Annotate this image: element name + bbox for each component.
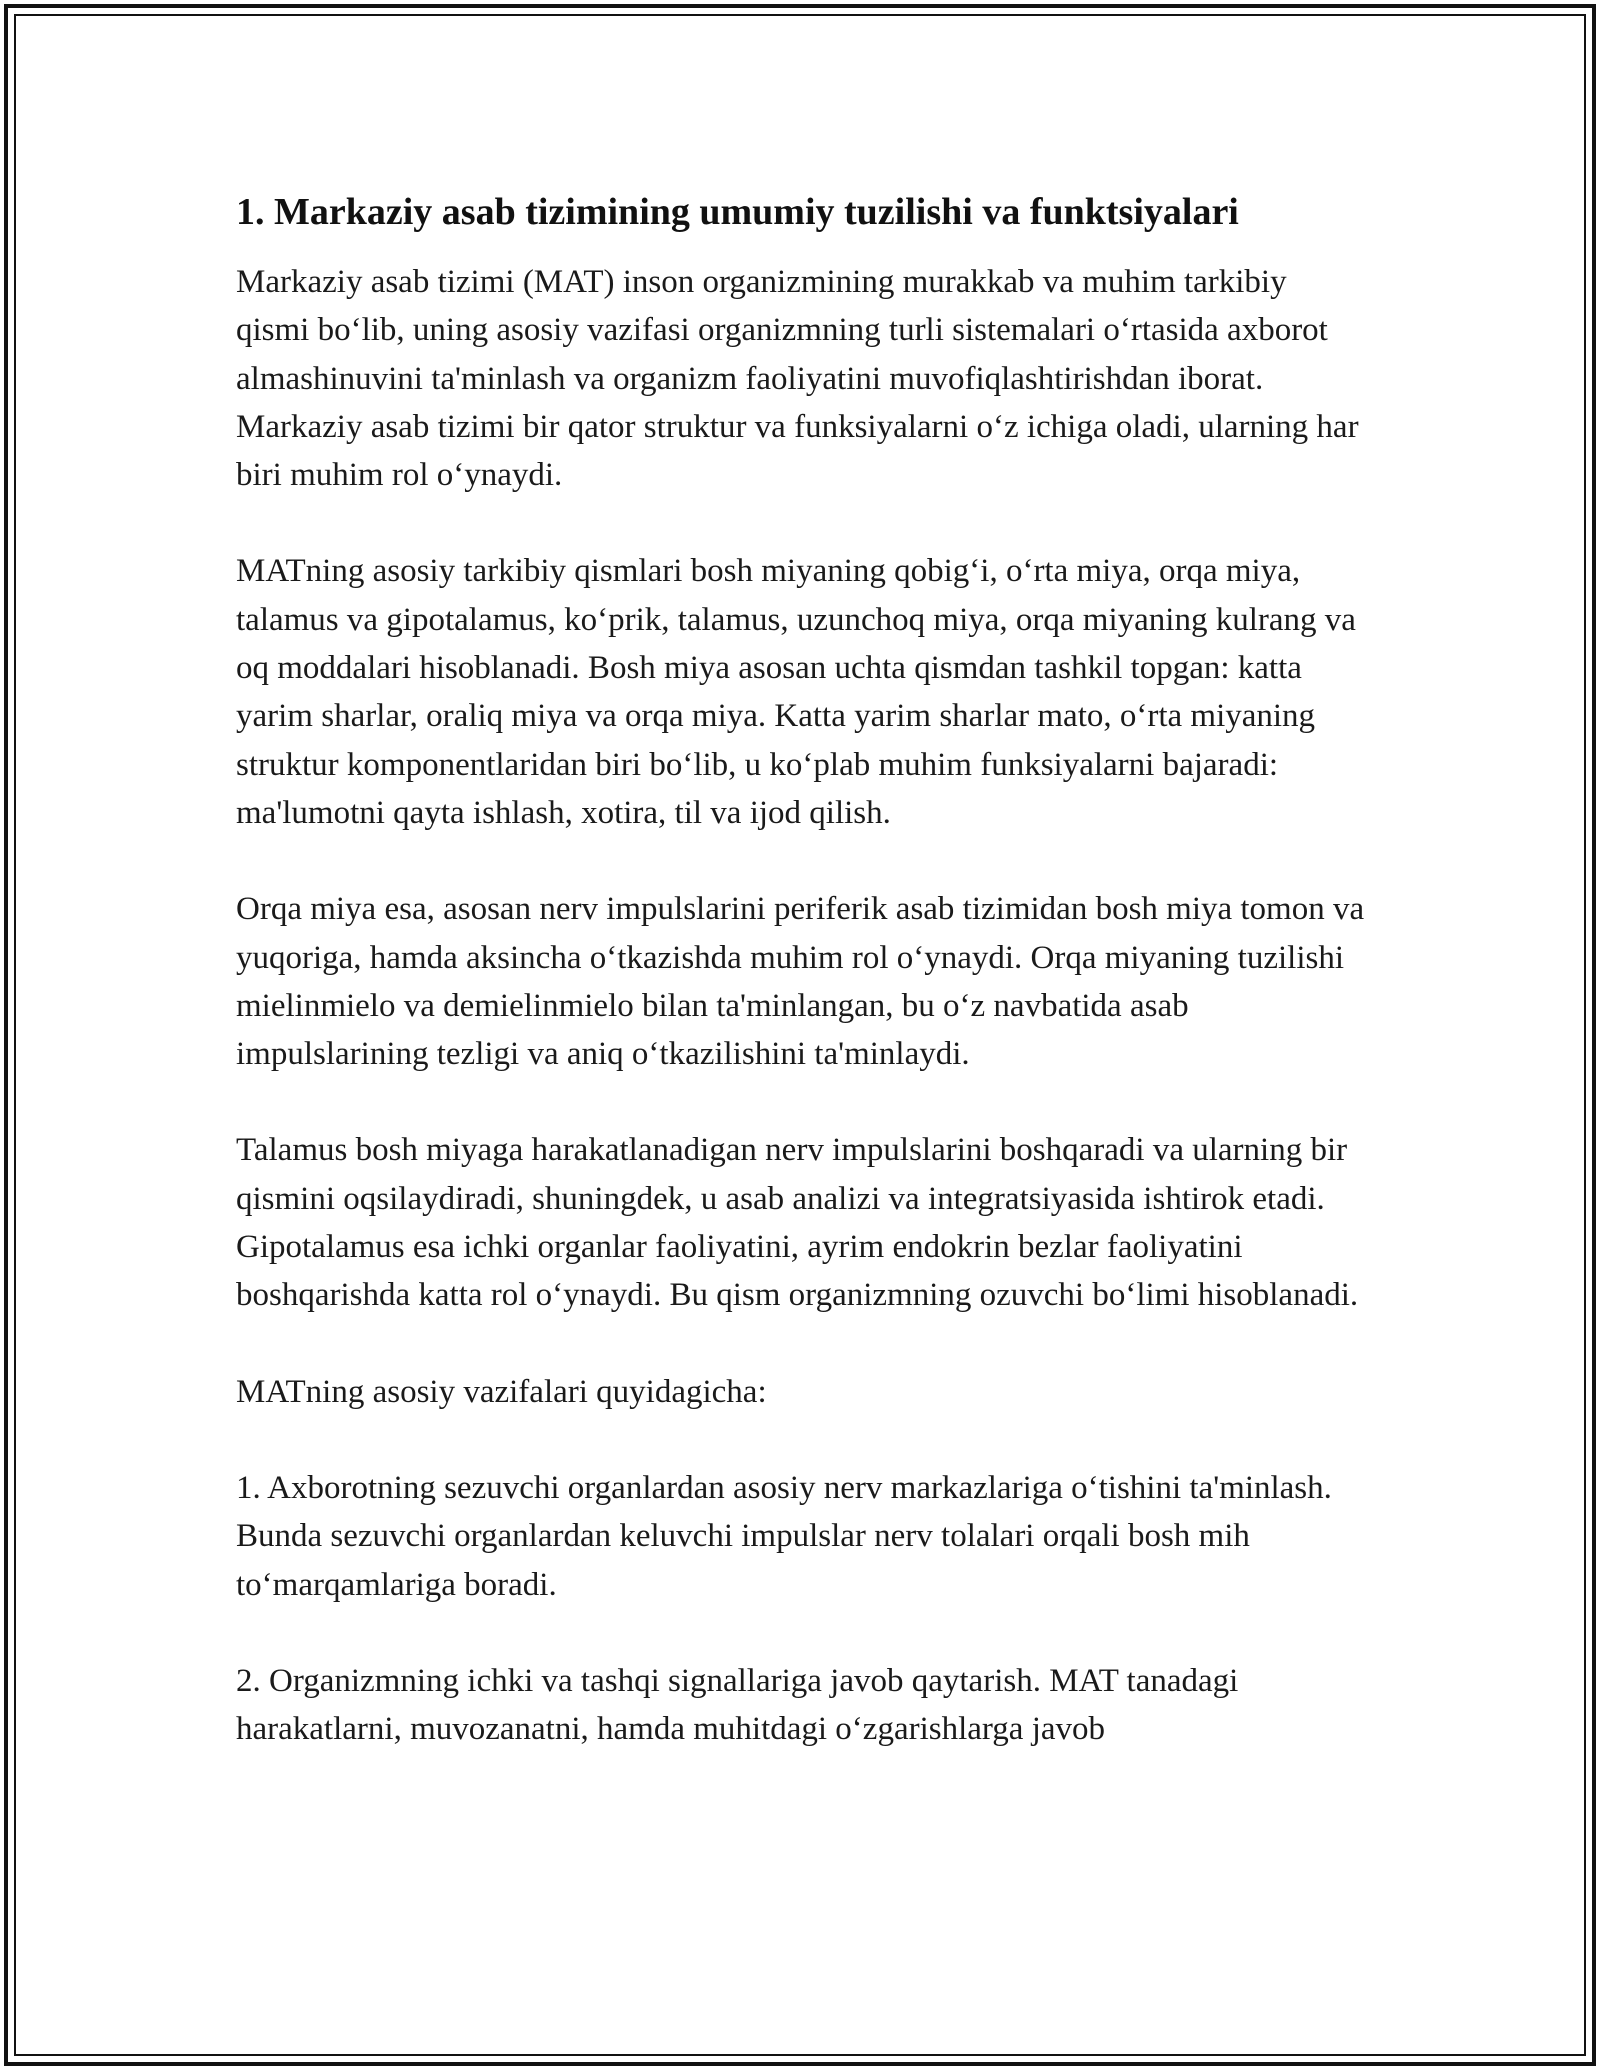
paragraph-thalamus: Talamus bosh miyaga harakatlanadigan nerv impulslarini boshqaradi va ularning bir qismini oqsilaydiradi, shuningdek, u asab analizi va integratsiyasida ishtirok etadi. Gipotalamus esa ichki organlar faoliyatini, ayrim endokrin bezlar faoliyatini boshqarishda katta rol o‘ynaydi. Bu qism organizmning ozuvchi bo‘limi hisoblanadi. bbox=[236, 1132, 1359, 1314]
paragraph-components: MATning asosiy tarkibiy qismlari bosh miyaning qobig‘i, o‘rta miya, orqa miya, talamus va gipotalamus, ko‘prik, talamus, uzunchoq miya, orqa miyaning kulrang va oq moddalari hisoblanadi. Bosh miya asosan uchta qismdan tashkil topgan: katta yarim sharlar, oraliq miya va orqa miya. Katta yarim sharlar mato, o‘rta miyaning struktur komponentlaridan biri bo‘lib, u ko‘plab muhim funksiyalarni bajaradi: ma'lumotni qayta ishlash, xotira, til va ijod qilish. bbox=[236, 553, 1356, 831]
document-body bbox=[236, 188, 1366, 1753]
paragraph-intro: Markaziy asab tizimi (MAT) inson organizmining murakkab va muhim tarkibiy qismi bo‘lib, uning asosiy vazifasi organizmning turli sistemalari o‘rtasida axborot almashinuvini ta'minlash va organizm faoliyatini muvofiqlashtirishdan iborat. Markaziy asab tizimi bir qator struktur va funksiyalarni o‘z ichiga oladi, ularning har biri muhim rol o‘ynaydi. bbox=[236, 264, 1359, 494]
list-item-2: 2. Organizmning ichki va tashqi signallariga javob qaytarish. MAT tanadagi harakatlarni, muvozanatni, hamda muhitdagi o‘zgarishlarga javob bbox=[236, 1662, 1239, 1748]
paragraph-functions-intro: MATning asosiy vazifalari quyidagicha: bbox=[236, 1373, 767, 1410]
section-heading: 1. Markaziy asab tizimining umumiy tuzilishi va funktsiyalari bbox=[236, 191, 1239, 233]
paragraph-spinal-cord: Orqa miya esa, asosan nerv impulslarini periferik asab tizimidan bosh miya tomon va yuqoriga, hamda aksincha o‘tkazishda muhim rol o‘ynaydi. Orqa miyaning tuzilishi mielinmielo va demielinmielo bilan ta'minlangan, bu o‘z navbatida asab impulslarining tezligi va aniq o‘tkazilishini ta'minlaydi. bbox=[236, 891, 1365, 1073]
list-item-1: 1. Axborotning sezuvchi organlardan asosiy nerv markazlariga o‘tishini ta'minlash. Bunda sezuvchi organlardan keluvchi impulslar nerv tolalari orqali bosh mih to‘marqamlariga boradi. bbox=[236, 1469, 1332, 1603]
